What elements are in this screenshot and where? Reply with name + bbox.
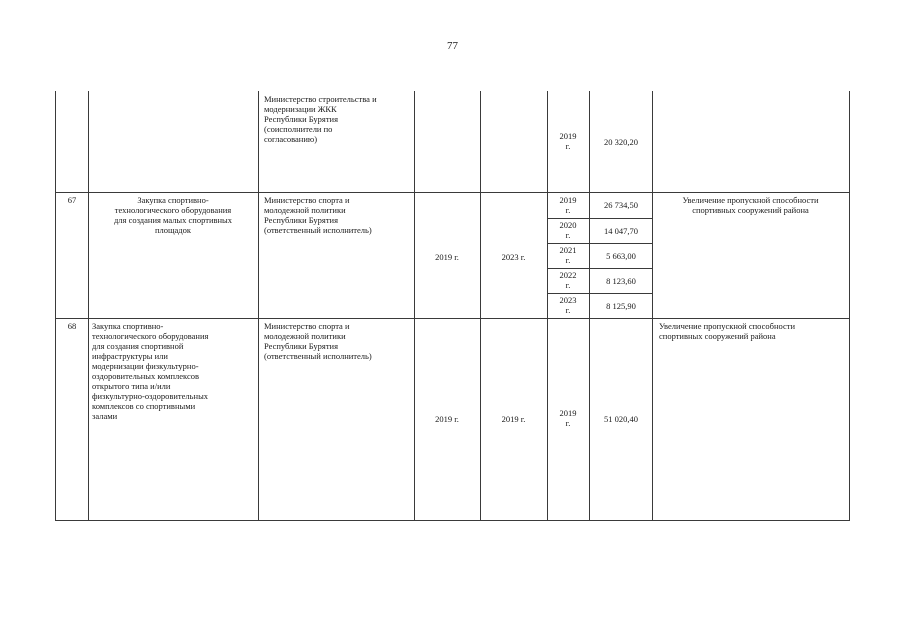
column-divider bbox=[589, 91, 590, 521]
measure-name-cell: Закупка спортивно- технологического оборудования для создания малых спортивных площадок bbox=[113, 195, 233, 235]
column-divider bbox=[258, 91, 259, 521]
executor-cell: Министерство строительства и модернизации ЖКК Республики Бурятия (соисполнители по согласованию) bbox=[264, 94, 377, 144]
subrow-divider bbox=[547, 268, 653, 269]
table-border-right bbox=[849, 91, 850, 521]
table-border-left bbox=[55, 91, 56, 521]
amount-cell: 26 734,50 bbox=[604, 200, 638, 210]
column-divider bbox=[414, 91, 415, 521]
measure-name-cell: Закупка спортивно- технологического оборудования для создания спортивной инфраструктуры или модернизации физкультурно- оздоровительных комплексов открытого типа и/или физкультурно-оздоровительных комплексов со спортивными залами bbox=[92, 321, 209, 421]
year-cell: 2021 г. bbox=[559, 245, 577, 265]
year-cell: 2022 г. bbox=[559, 270, 577, 290]
year-cell: 2019 г. bbox=[559, 131, 577, 151]
start-date-cell: 2019 г. bbox=[435, 414, 459, 424]
subrow-divider bbox=[547, 243, 653, 244]
subrow-divider bbox=[547, 218, 653, 219]
year-cell: 2019 г. bbox=[559, 408, 577, 428]
amount-cell: 51 020,40 bbox=[604, 414, 638, 424]
amount-cell: 5 663,00 bbox=[606, 251, 636, 261]
subrow-divider bbox=[547, 293, 653, 294]
year-cell: 2019 г. bbox=[559, 195, 577, 215]
executor-cell: Министерство спорта и молодежной политики Республики Бурятия (ответственный исполнитель) bbox=[264, 195, 372, 235]
end-date-cell: 2019 г. bbox=[501, 414, 526, 424]
column-divider bbox=[88, 91, 89, 521]
row-divider bbox=[55, 318, 850, 319]
table-border-bottom bbox=[55, 520, 850, 521]
end-date-cell: 2023 г. bbox=[501, 252, 526, 262]
row-number: 67 bbox=[67, 195, 77, 205]
column-divider bbox=[480, 91, 481, 521]
amount-cell: 8 123,60 bbox=[606, 276, 636, 286]
year-cell: 2023 г. bbox=[559, 295, 577, 315]
column-divider bbox=[652, 91, 653, 521]
year-cell: 2020 г. bbox=[559, 220, 577, 240]
result-cell: Увеличение пропускной способности спортивных сооружений района bbox=[682, 195, 819, 215]
amount-cell: 8 125,90 bbox=[606, 301, 636, 311]
row-divider bbox=[55, 192, 850, 193]
amount-cell: 14 047,70 bbox=[604, 226, 638, 236]
start-date-cell: 2019 г. bbox=[435, 252, 459, 262]
page-number: 77 bbox=[447, 40, 458, 52]
executor-cell: Министерство спорта и молодежной политики Республики Бурятия (ответственный исполнитель) bbox=[264, 321, 372, 361]
row-number: 68 bbox=[67, 321, 77, 331]
amount-cell: 20 320,20 bbox=[604, 137, 638, 147]
result-cell: Увеличение пропускной способности спортивных сооружений района bbox=[659, 321, 796, 341]
column-divider bbox=[547, 91, 548, 521]
